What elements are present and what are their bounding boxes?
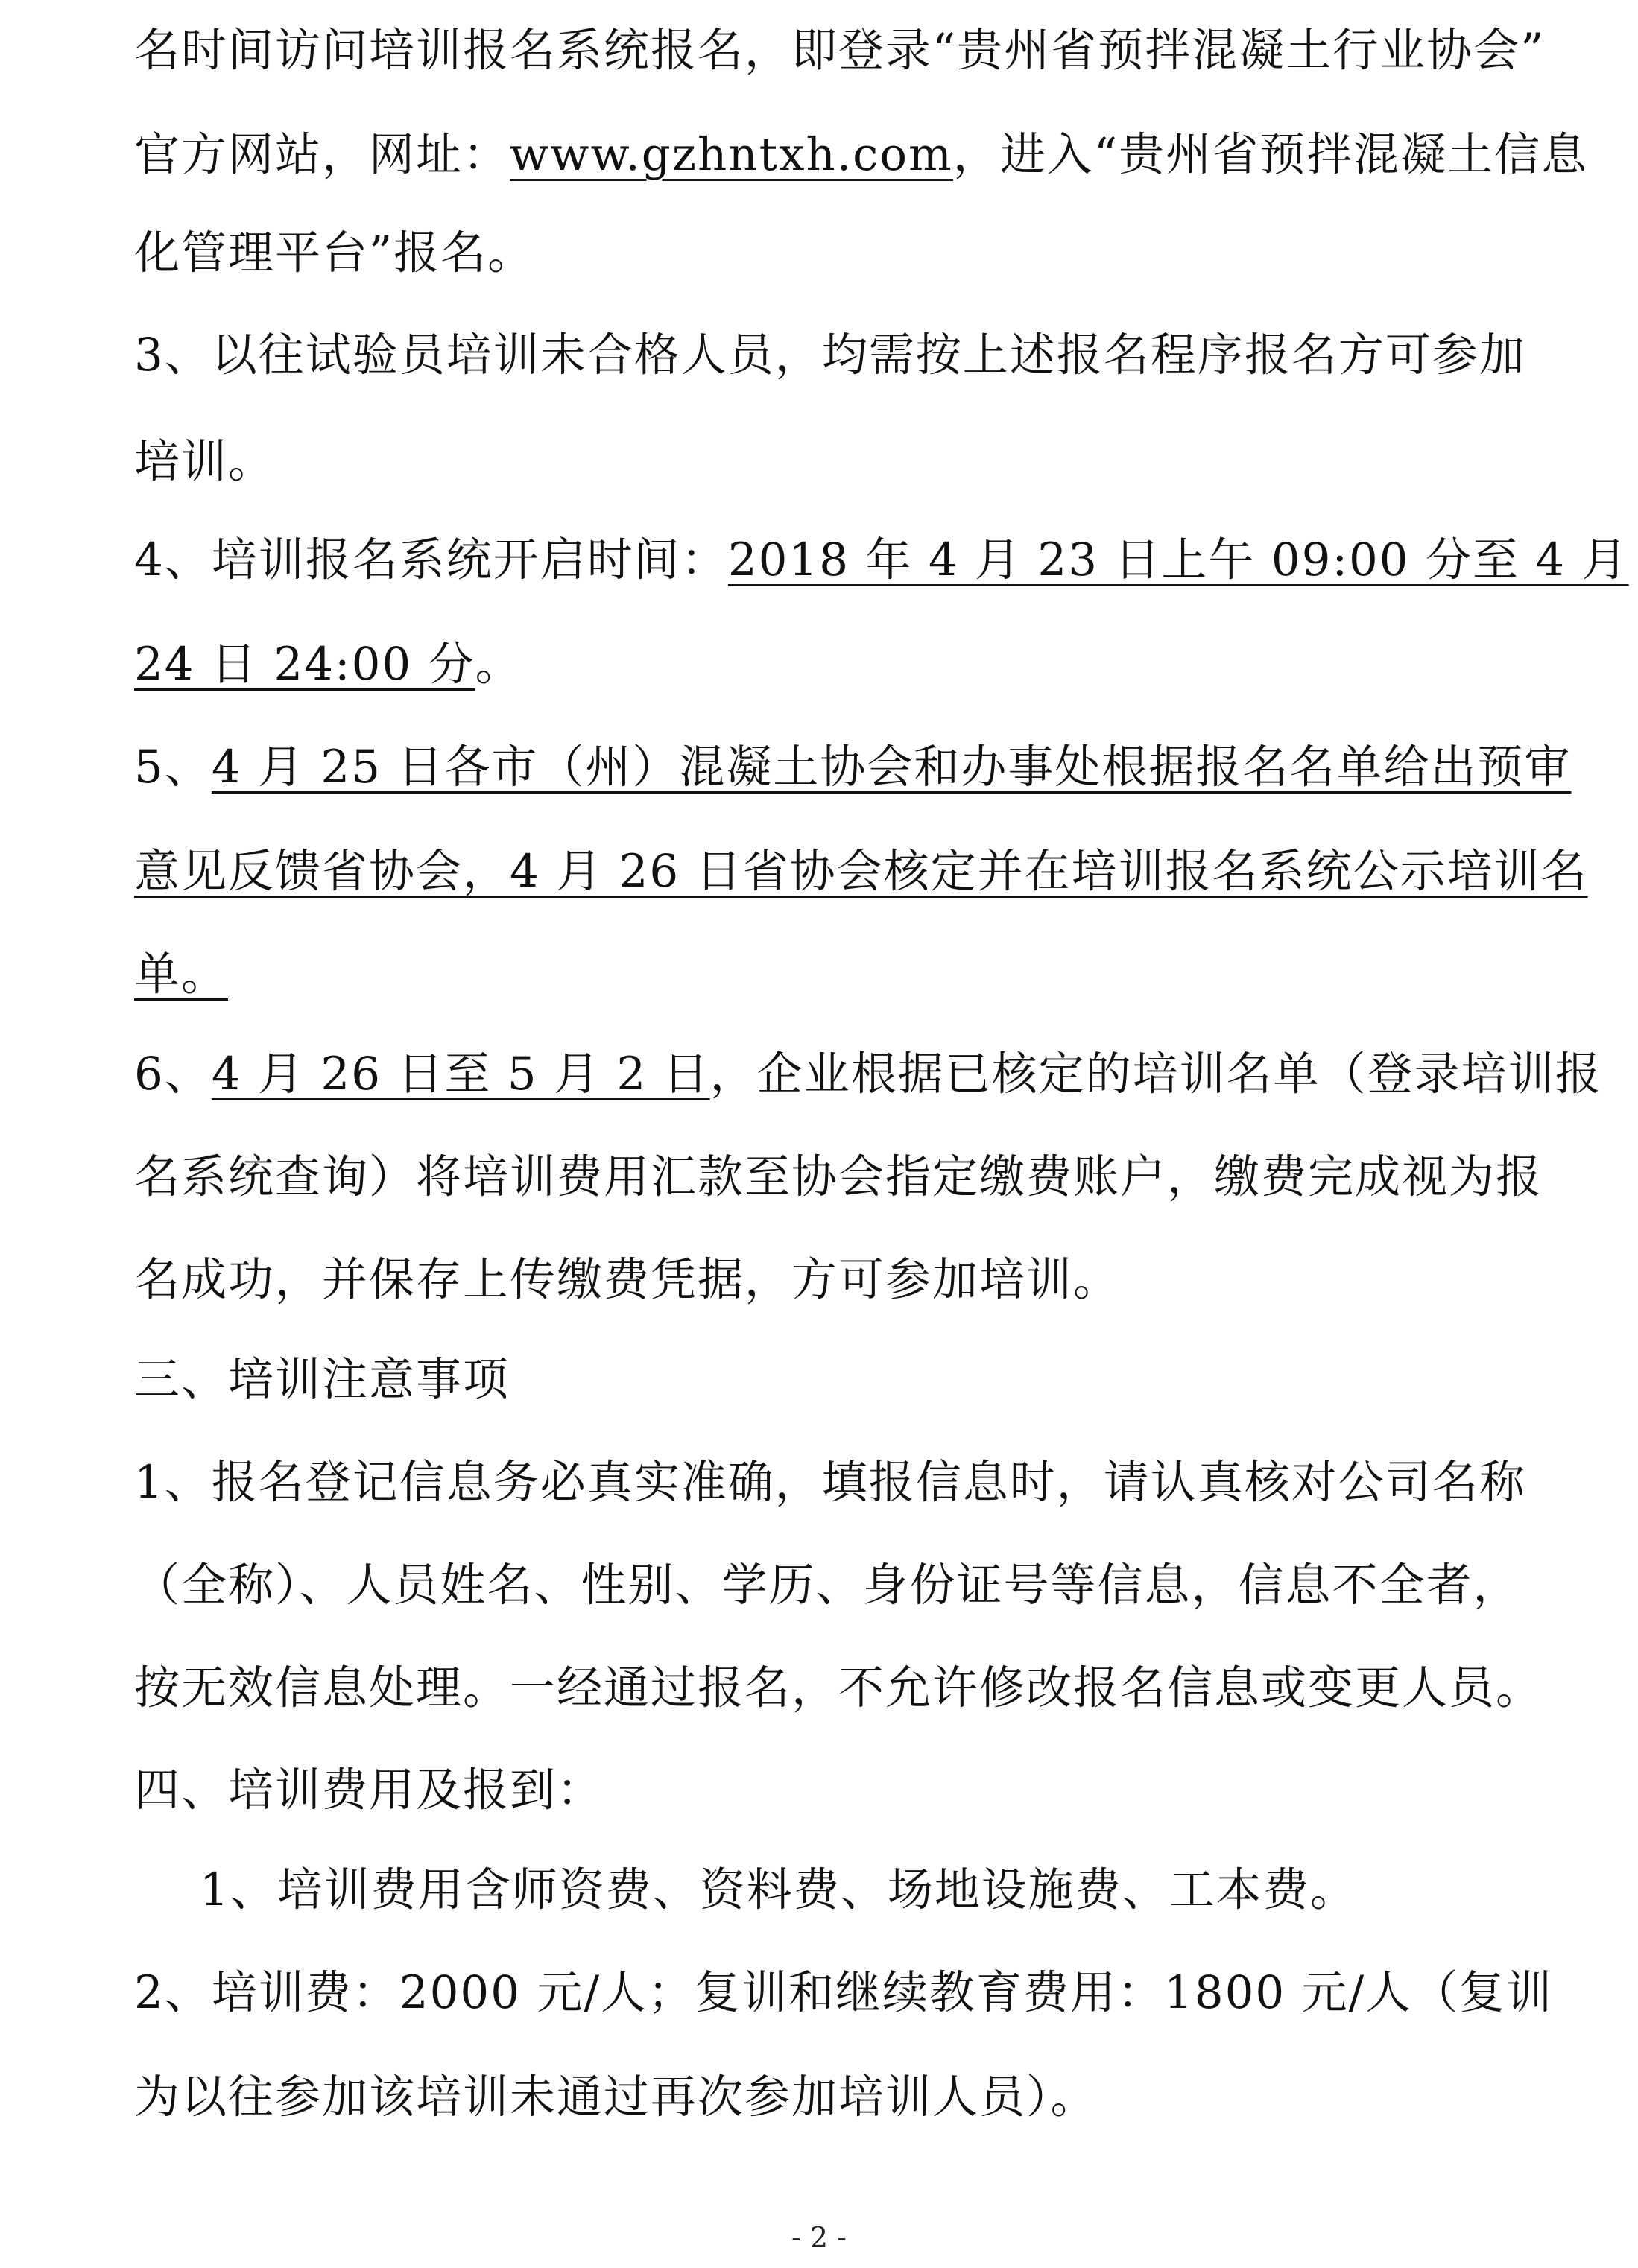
text-line	[134, 224, 534, 283]
text-run: 1、培训费用含师资费、资料费、场地设施费、工本费。	[200, 1863, 1357, 1916]
text-line	[134, 635, 522, 694]
text-run: 5、	[134, 741, 212, 794]
text-line	[134, 432, 275, 492]
text-run: 1、报名登记信息务必真实准确，填报信息时，请认真核对公司名称	[134, 1456, 1526, 1509]
text-line	[134, 1350, 510, 1410]
text-run: 化管理平台”报名。	[134, 227, 535, 279]
underlined-text: 单。	[134, 948, 229, 1001]
text-line	[134, 326, 1526, 385]
text-run: 官方网站，网址：	[134, 128, 510, 181]
underlined-text: 4 月 26 日至 5 月 2 日	[211, 1048, 710, 1100]
text-run: 。	[475, 638, 522, 691]
underlined-text: 2018 年 4 月 23 日上午 09:00 分至 4 月	[727, 533, 1629, 586]
text-line	[134, 1963, 1553, 2023]
text-line	[134, 1659, 1543, 1718]
underlined-text: www.gzhntxh.com	[510, 128, 953, 181]
text-line	[134, 1761, 604, 1820]
underlined-text: 意见反馈省协会，4 月 26 日省协会核定并在培训报名系统公示培训名	[134, 845, 1588, 898]
underlined-text: 24 日 24:00 分	[134, 638, 475, 691]
text-run: 名系统查询）将培训费用汇款至协会指定缴费账户，缴费完成视为报	[134, 1150, 1543, 1203]
text-line	[134, 2068, 1098, 2127]
text-line	[134, 945, 228, 1004]
text-line	[134, 1147, 1543, 1207]
text-line	[200, 1860, 1357, 1920]
text-run: ，企业根据已核定的培训名单（登录培训报	[709, 1048, 1602, 1100]
text-run: 按无效信息处理。一经通过报名，不允许修改报名信息或变更人员。	[134, 1662, 1543, 1714]
text-run: ，进入“贵州省预拌混凝土信息	[952, 128, 1589, 181]
text-line	[134, 530, 1629, 590]
text-line	[134, 125, 1588, 185]
text-line	[134, 1045, 1602, 1104]
text-run: 名时间访问培训报名系统报名，即登录“贵州省预拌混凝土行业协会”	[134, 24, 1546, 77]
text-run: 为以往参加该培训未通过再次参加培训人员）。	[134, 2071, 1098, 2123]
text-run: 4、培训报名系统开启时间：	[134, 533, 728, 586]
text-run: 三、培训注意事项	[134, 1353, 510, 1406]
text-line	[134, 1453, 1526, 1512]
text-line	[134, 1250, 1120, 1310]
text-line	[134, 1556, 1520, 1615]
text-run: 名成功，并保存上传缴费凭据，方可参加培训。	[134, 1253, 1121, 1306]
text-line	[134, 842, 1588, 902]
text-run: 3、以往试验员培训未合格人员，均需按上述报名程序报名方可参加	[134, 329, 1526, 381]
text-run: 2、培训费：2000 元/人；复训和继续教育费用：1800 元/人（复训	[134, 1966, 1554, 2019]
text-line	[134, 738, 1571, 797]
page-number: - 2 -	[791, 2221, 847, 2254]
text-run: 培训。	[134, 435, 276, 488]
text-run: 6、	[134, 1048, 212, 1100]
text-run: （全称）、人员姓名、性别、学历、身份证号等信息，信息不全者，	[134, 1559, 1520, 1612]
text-run: 四、培训费用及报到：	[134, 1764, 604, 1816]
text-line	[134, 21, 1545, 80]
underlined-text: 4 月 25 日各市（州）混凝土协会和办事处根据报名名单给出预审	[211, 741, 1572, 794]
